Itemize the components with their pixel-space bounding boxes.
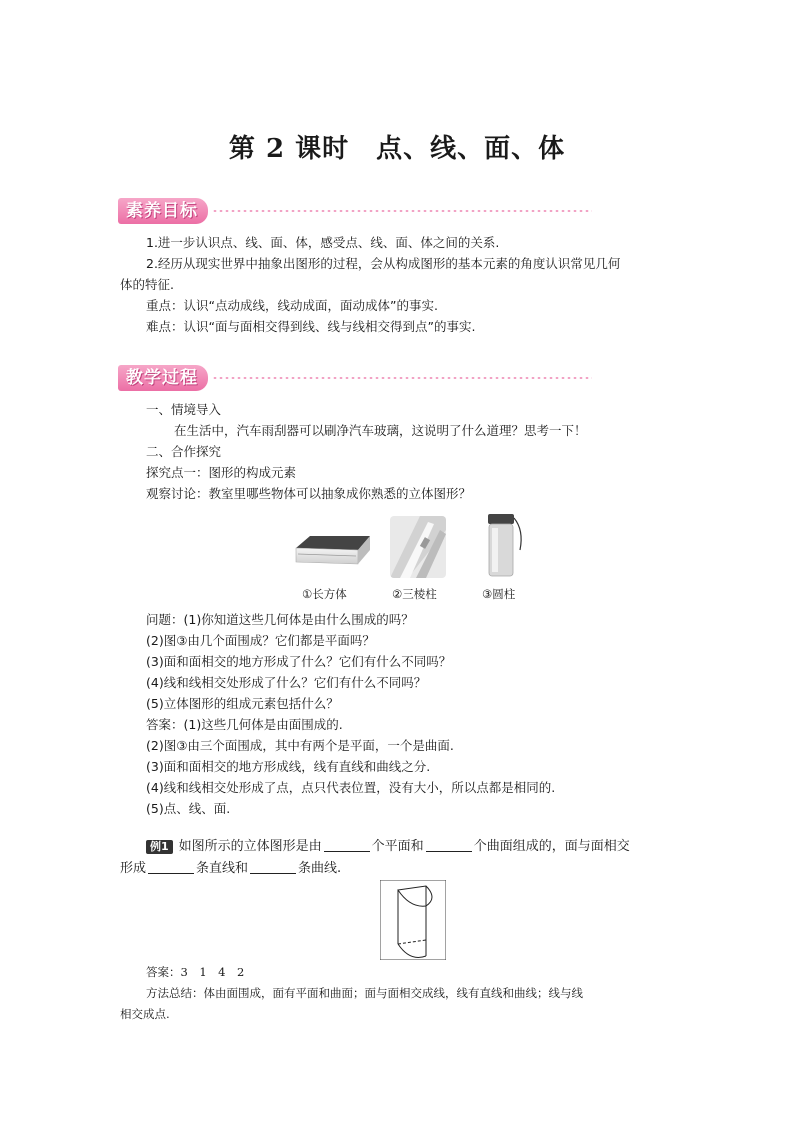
answer-5: (5)点、线、面. <box>146 801 231 816</box>
question-5: (5)立体图形的组成元素包括什么？ <box>146 696 339 711</box>
answer-1: 答案：(1)这些几何体是由面围成的. <box>146 717 343 732</box>
question-2: (2)图③由几个面围成？它们都是平面吗？ <box>146 633 375 648</box>
caption-cylinder: ③圆柱 <box>482 587 516 601</box>
example-text: 个曲面组成的，面与面相交 <box>473 839 630 854</box>
explore-point: 探究点一：图形的构成元素 <box>146 465 297 480</box>
answer-3: (3)面和面相交的地方形成线，线有直线和曲线之分. <box>146 759 431 774</box>
heading-explore: 二、合作探究 <box>146 444 222 459</box>
caption-cuboid: ①长方体 <box>302 587 347 601</box>
banner-dots <box>212 377 592 379</box>
method-summary-2: 相交成点. <box>120 1007 170 1021</box>
example-text: 如图所示的立体图形是由 <box>178 839 322 854</box>
section-banner-process <box>118 365 678 395</box>
prism-photo <box>390 516 446 578</box>
question-3: (3)面和面相交的地方形成了什么？它们有什么不同吗？ <box>146 654 452 669</box>
answer-blank <box>324 837 370 852</box>
bottle-photo <box>480 510 528 580</box>
page-title: 第 2 课时 点、线、面、体 <box>228 134 566 164</box>
answer-blank <box>250 859 296 874</box>
example-text: 形成 <box>120 861 147 876</box>
goal-line-2: 2.经历从现实世界中抽象出图形的过程，会从构成图形的基本元素的角度认识常见几何 <box>146 256 621 271</box>
intro-text: 在生活中，汽车雨刮器可以刷净汽车玻璃，这说明了什么道理？思考一下！ <box>174 423 587 438</box>
banner-dots <box>212 210 592 212</box>
key-point: 重点：认识“点动成线，线动成面，面动成体”的事实. <box>146 298 438 313</box>
goal-line-3: 体的特征. <box>120 277 174 292</box>
eraser-photo <box>288 518 376 576</box>
heading-intro: 一、情境导入 <box>146 402 222 417</box>
goal-line-1: 1.进一步认识点、线、面、体，感受点、线、面、体之间的关系. <box>146 235 500 250</box>
answer-2: (2)图③由三个面围成，其中有两个是平面，一个是曲面. <box>146 738 454 753</box>
banner-label: 素养目标 <box>118 198 208 224</box>
banner-label: 教学过程 <box>118 365 208 391</box>
caption-prism: ②三棱柱 <box>392 587 437 601</box>
example-tag: 例1 <box>146 840 173 854</box>
method-summary-1: 方法总结：体由面围成，面有平面和曲面；面与面相交成线，线有直线和曲线；线与线 <box>146 986 583 1000</box>
example-line-1 <box>146 836 630 857</box>
question-4: (4)线和线相交处形成了什么？它们有什么不同吗？ <box>146 675 427 690</box>
answer-blank <box>426 837 472 852</box>
discussion-prompt: 观察讨论：教室里哪些物体可以抽象成你熟悉的立体图形？ <box>146 486 472 501</box>
question-1: 问题：(1)你知道这些几何体是由什么围成的吗？ <box>146 612 414 627</box>
example-answer: 答案：3 1 4 2 <box>146 965 245 979</box>
answer-blank <box>148 859 194 874</box>
example-text: 条直线和 <box>196 861 249 876</box>
half-cylinder-figure <box>380 880 446 960</box>
difficult-point: 难点：认识“面与面相交得到线、线与线相交得到点”的事实. <box>146 319 476 334</box>
example-text: 个平面和 <box>371 839 424 854</box>
example-text: 条曲线. <box>298 861 342 876</box>
example-line-2 <box>120 858 341 879</box>
section-banner-goals <box>118 198 678 228</box>
answer-4: (4)线和线相交处形成了点，点只代表位置，没有大小，所以点都是相同的. <box>146 780 556 795</box>
